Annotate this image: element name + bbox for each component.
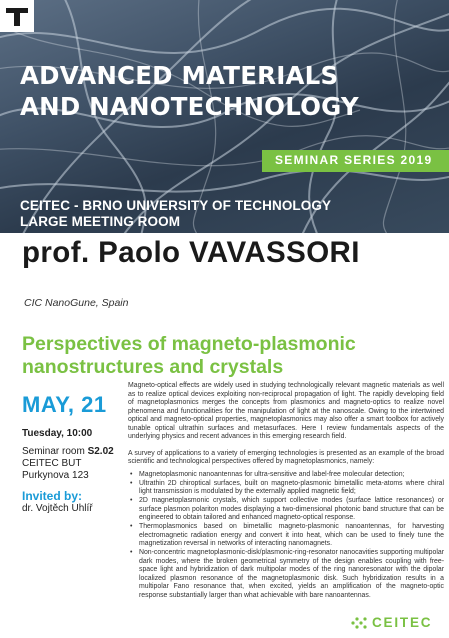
abstract-paragraph: A survey of applications to a variety of emerging technologies is presented as an example of the broad scientific and technological perspectives offered by magnetoplasmonics, namely:	[128, 449, 444, 466]
building-name: CEITEC BUT	[22, 458, 82, 469]
ceitec-logo-text: CEITEC	[372, 615, 433, 630]
seminar-title	[20, 60, 359, 122]
street-address: Purkynova 123	[22, 470, 89, 481]
series-label: SEMINAR SERIES 2019	[275, 153, 433, 167]
talk-title-line1: Perspectives of magneto-plasmonic	[22, 333, 356, 355]
seminar-title-line1: ADVANCED MATERIALS	[20, 61, 339, 90]
room-prefix: Seminar room	[22, 446, 88, 457]
invited-by-name: dr. Vojtěch Uhlíř	[22, 503, 93, 514]
speaker-name: prof. Paolo VAVASSORI	[22, 236, 360, 269]
list-item: • Ultrathin 2D chiroptical surfaces, built on magneto-plasmonic bimetallic meta-atoms where chiral light transmission is modulated by the externally applied magnetic field;	[128, 480, 444, 497]
list-item: • 2D magnetoplasmonic crystals, which support collective modes (surface lattice resonances) or surface plasmon polariton modes displaying a two-dimensional photonic band structure that can be engineered to obtain tailored and enhanced magneto-optical response.	[128, 497, 444, 523]
talk-title-line2: nanostructures and crystals	[22, 356, 284, 378]
header-banner	[0, 0, 449, 233]
applications-list	[128, 471, 444, 600]
venue	[20, 198, 331, 229]
talk-title	[22, 333, 442, 379]
venue-line1: CEITEC - BRNO UNIVERSITY OF TECHNOLOGY	[20, 198, 332, 213]
ceitec-logo	[350, 614, 440, 632]
venue-line2: LARGE MEETING ROOM	[20, 213, 181, 229]
room-number: S2.02	[87, 446, 114, 457]
event-date: MAY, 21	[22, 392, 107, 417]
ceitec-logo-mark	[350, 615, 368, 631]
list-item: • Non-concentric magnetoplasmonic-disk/plasmonic-ring-resonator nanocavities supporting multipolar dark modes, where the broken geometrical symmetry of the design enables coupling with free-space light and hybridization of dark multipolar modes of the ring nanoresonator with the dipolar localized plasmon resonance of the magnetoplasmonic disk. Such hybridization results in a multipolar Fano resonance that, when excited, yields an amplification of the magneto-optic response substantially larger than what achievable with bare nanoantennas.	[128, 549, 444, 600]
seminar-title-line2: AND NANOTECHNOLOGY	[20, 92, 359, 121]
event-location	[22, 446, 114, 482]
abstract-paragraph: Magneto-optical effects are widely used in studying technologically relevant magnetic materials as well as to realize optical devices exploiting non-reciprocal propagation of light. The rapidly developing field of magnetoplasmonics merges the concepts from plasmonics and magneto-optics to realize novel phenomena and functionalities for the manipulation of light at the nanoscale. Owing to the intertwined optical and magneto-optical properties, magnetoplasmonics may also offer a smart toolbox for actively tunable optical ultrathin surfaces and metasurfaces. Here I review fundamentals aspects of the underlying physics and recent advances in this emerging research field.	[128, 382, 444, 441]
list-item: • Magnetoplasmonic nanoantennas for ultra-sensitive and label-free molecular detection;	[128, 471, 444, 480]
event-time: Tuesday, 10:00	[22, 428, 93, 439]
institution-logo	[0, 0, 34, 32]
speaker-affiliation: CIC NanoGune, Spain	[24, 297, 129, 309]
invited-by-label: Invited by:	[22, 489, 83, 503]
list-item: • Thermoplasmonics based on bimetallic magneto-plasmonic nanoantennas, for harvesting electromagnetic radiation energy and convert it into heat, which can be used to finely tune the magnetization reversal in networks of interacting nanomagnets.	[128, 523, 444, 549]
room-line	[22, 446, 114, 458]
abstract	[128, 382, 444, 601]
